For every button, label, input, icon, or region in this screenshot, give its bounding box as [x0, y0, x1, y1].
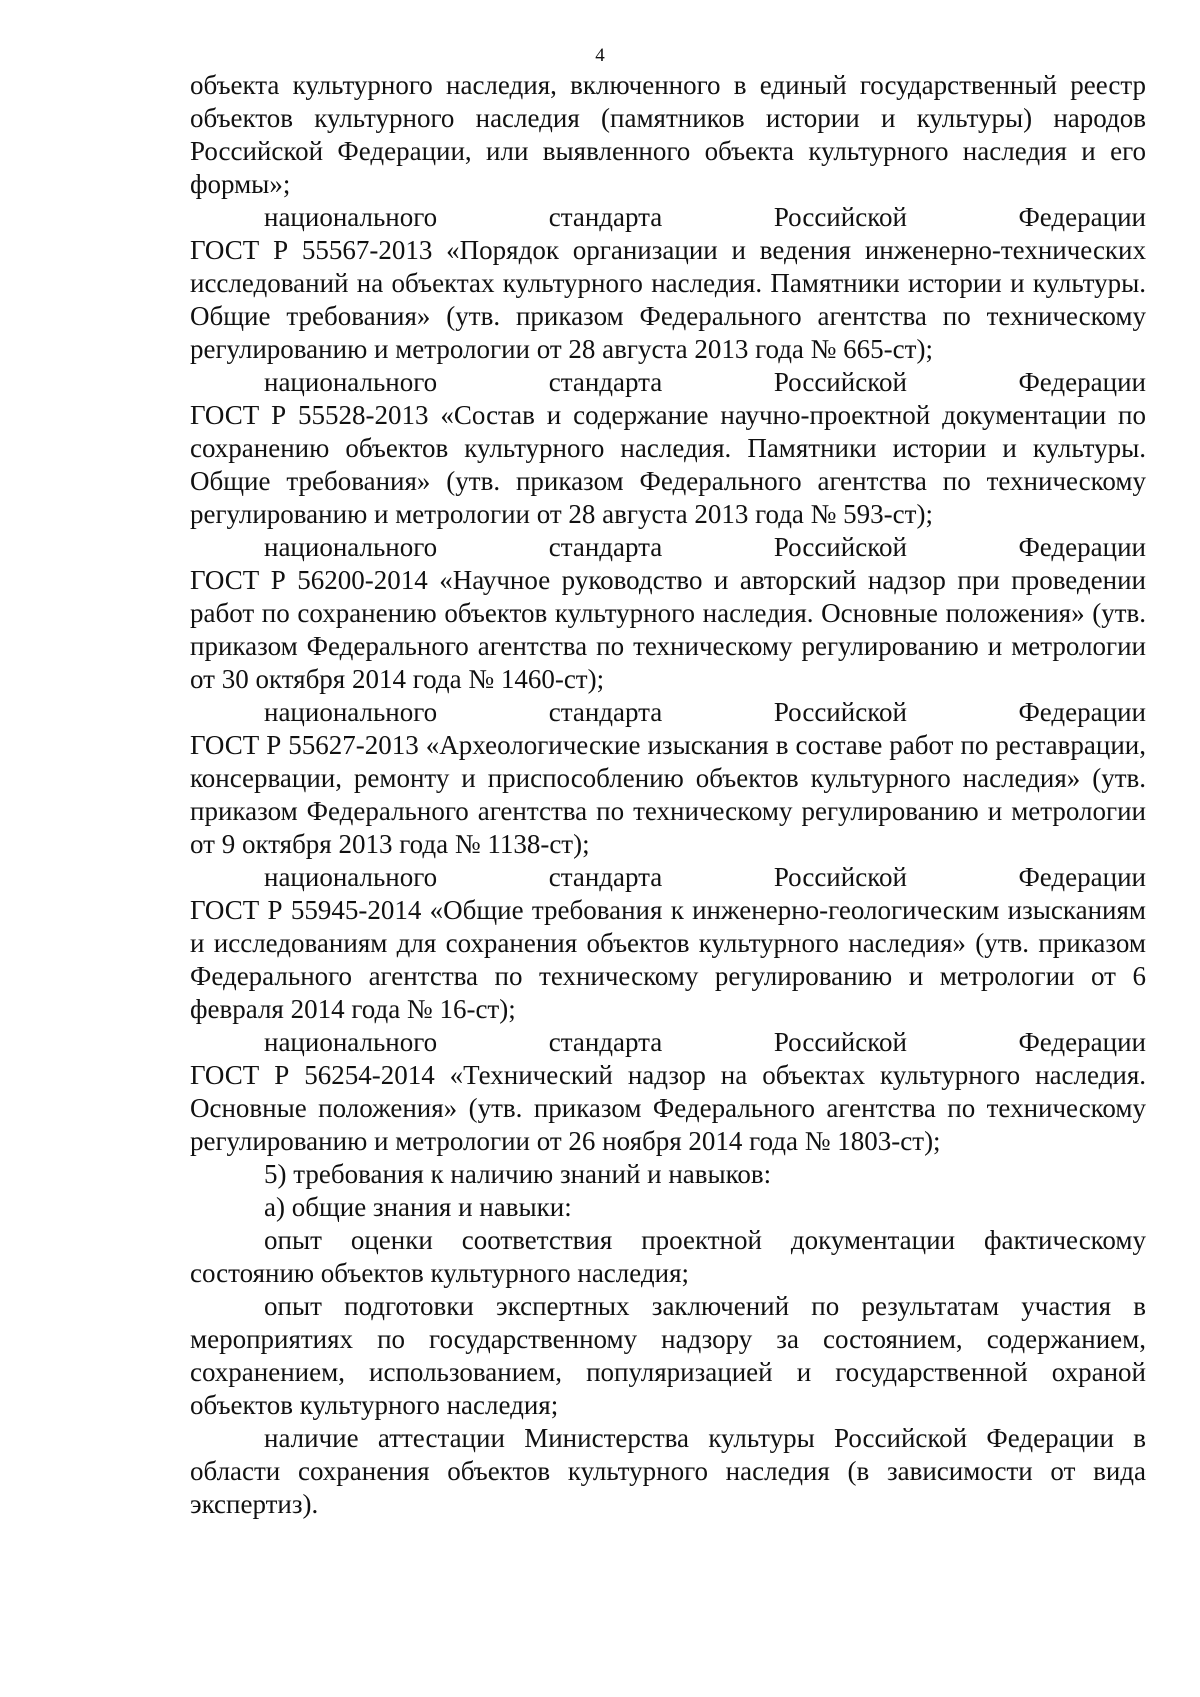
standard-intro-word: Российской	[773, 367, 907, 397]
standard-intro-word: Российской	[773, 697, 907, 727]
document-body	[190, 69, 1146, 1521]
standard-intro-word: стандарта	[548, 862, 663, 892]
standard-intro-word: Федерации	[1018, 367, 1146, 397]
standard-item	[190, 1026, 1146, 1158]
standard-intro-word: Федерации	[1018, 697, 1146, 727]
requirement-paragraph: опыт подготовки экспертных заключений по результатам участия в мероприятиях по государственному надзору за состоянием, содержанием, сохранением, использованием, популяризацией и государственной охраной объектов культурного наследия;	[190, 1291, 1146, 1420]
standard-intro-word: стандарта	[548, 697, 663, 727]
standard-intro-word: Российской	[773, 1027, 907, 1057]
standard-text: ГОСТ Р 55627-2013 «Археологические изыскания в составе работ по реставрации, консервации, ремонту и приспособлению объектов культурного наследия» (утв. приказом Федерального агентства по техническому регулированию и метрологии от 9 октября 2013 года № 1138-ст);	[190, 730, 1146, 859]
standard-intro-word: стандарта	[548, 202, 663, 232]
standard-intro-word: стандарта	[548, 367, 663, 397]
standard-item	[190, 366, 1146, 531]
standard-item	[190, 861, 1146, 1026]
standard-intro-word: национального	[264, 697, 438, 727]
subsection-a-heading: а) общие знания и навыки:	[264, 1192, 572, 1222]
requirement-paragraph: наличие аттестации Министерства культуры Российской Федерации в области сохранения объектов культурного наследия (в зависимости от вида экспертиз).	[190, 1423, 1146, 1519]
standard-item	[190, 201, 1146, 366]
standard-text: ГОСТ Р 55567-2013 «Порядок организации и ведения инженерно-технических исследований на объектах культурного наследия. Памятники истории и культуры. Общие требования» (утв. приказом Федерального агентства по техническому регулированию и метрологии от 28 августа 2013 года № 665-ст);	[190, 235, 1146, 364]
section-5-heading: 5) требования к наличию знаний и навыков:	[264, 1159, 772, 1189]
standard-text: ГОСТ Р 55528-2013 «Состав и содержание научно-проектной документации по сохранению объектов культурного наследия. Памятники истории и культуры. Общие требования» (утв. приказом Федерального агентства по техническому регулированию и метрологии от 28 августа 2013 года № 593-ст);	[190, 400, 1146, 529]
standard-intro-word: стандарта	[548, 1027, 663, 1057]
standard-text: ГОСТ Р 56200-2014 «Научное руководство и авторский надзор при проведении работ по сохранению объектов культурного наследия. Основные положения» (утв. приказом Федерального агентства по техническому регулированию и метрологии от 30 октября 2014 года № 1460-ст);	[190, 565, 1146, 694]
standard-intro-line	[190, 366, 1146, 399]
standard-intro-word: Федерации	[1018, 202, 1146, 232]
requirement-paragraph: опыт оценки соответствия проектной документации фактическому состоянию объектов культурного наследия;	[190, 1225, 1146, 1288]
standard-intro-word: Российской	[773, 862, 907, 892]
standard-intro-word: национального	[264, 862, 438, 892]
standard-intro-word: Федерации	[1018, 862, 1146, 892]
standard-intro-line	[190, 201, 1146, 234]
standard-intro-word: национального	[264, 367, 438, 397]
standard-intro-word: Российской	[773, 532, 907, 562]
standard-intro-line	[190, 1026, 1146, 1059]
standard-text: ГОСТ Р 56254-2014 «Технический надзор на объектах культурного наследия. Основные положения» (утв. приказом Федерального агентства по техническому регулированию и метрологии от 26 ноября 2014 года № 1803-ст);	[190, 1060, 1146, 1156]
standard-intro-word: Федерации	[1018, 1027, 1146, 1057]
standard-intro-word: Федерации	[1018, 532, 1146, 562]
standard-text: ГОСТ Р 55945-2014 «Общие требования к инженерно-геологическим изысканиям и исследованиям для сохранения объектов культурного наследия» (утв. приказом Федерального агентства по техническому регулированию и метрологии от 6 февраля 2014 года № 16-ст);	[190, 895, 1146, 1024]
standard-intro-word: национального	[264, 202, 438, 232]
standard-item	[190, 696, 1146, 861]
standard-intro-line	[190, 531, 1146, 564]
standard-intro-line	[190, 861, 1146, 894]
opening-paragraph: объекта культурного наследия, включенного в единый государственный реестр объектов культурного наследия (памятников истории и культуры) народов Российской Федерации, или выявленного объекта культурного наследия и его формы»;	[190, 70, 1146, 199]
standard-intro-line	[190, 696, 1146, 729]
standard-item	[190, 531, 1146, 696]
standard-intro-word: стандарта	[548, 532, 663, 562]
standard-intro-word: национального	[264, 1027, 438, 1057]
standard-intro-word: национального	[264, 532, 438, 562]
standard-intro-word: Российской	[773, 202, 907, 232]
page-number: 4	[595, 45, 605, 66]
